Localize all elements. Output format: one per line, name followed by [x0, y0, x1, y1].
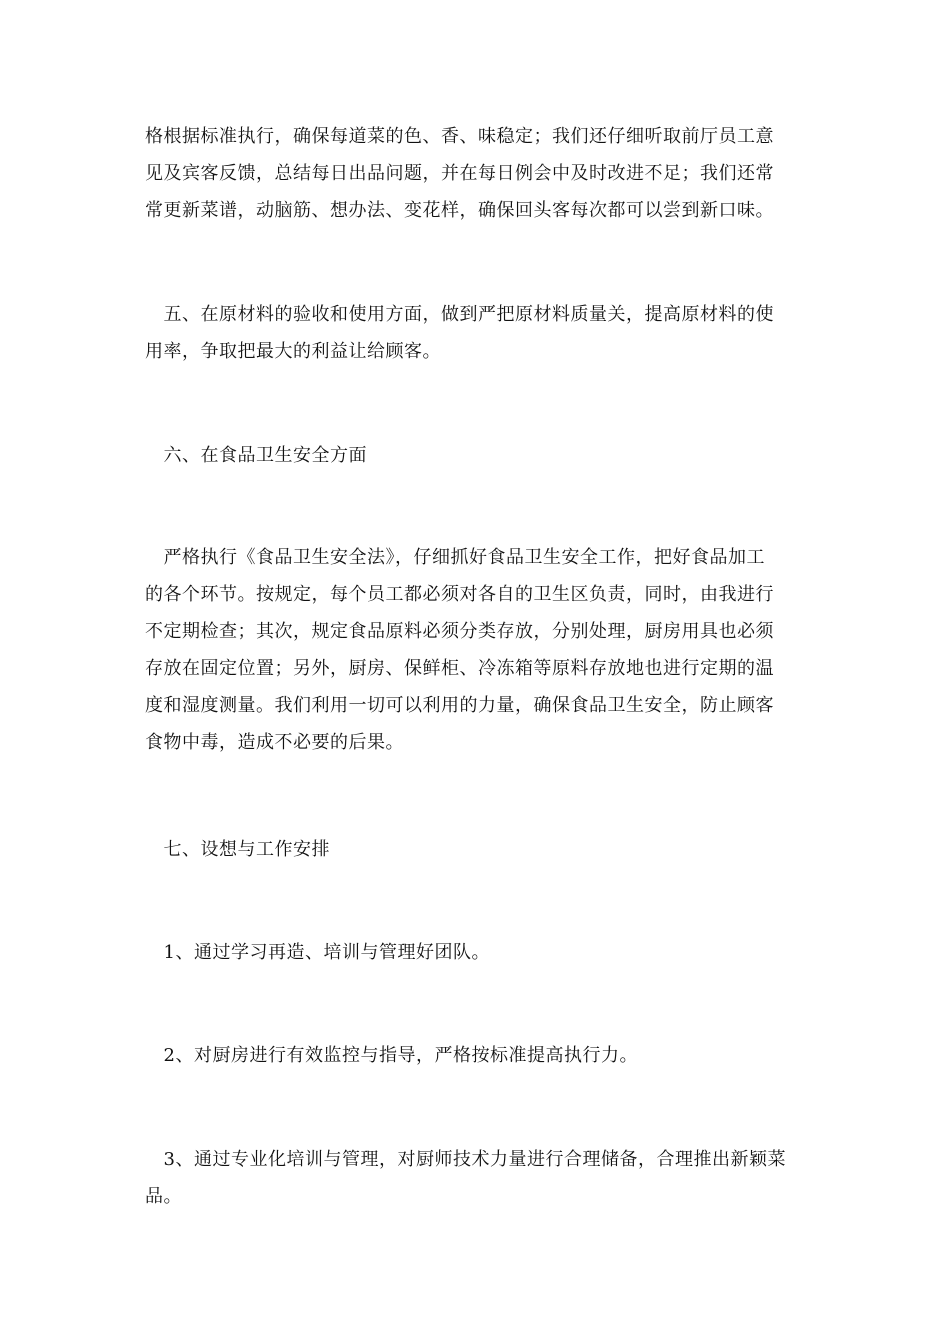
text-line: 六、在食品卫生安全方面 [145, 445, 367, 466]
text-line: 品。 [145, 1186, 182, 1207]
text-line: 严格执行《食品卫生安全法》，仔细抓好食品卫生安全工作，把好食品加工 [145, 547, 765, 568]
text-line: 的各个环节。按规定，每个员工都必须对各自的卫生区负责，同时，由我进行 [145, 584, 774, 605]
text-line: 五、在原材料的验收和使用方面，做到严把原材料质量关，提高原材料的使 [145, 304, 774, 325]
text-line: 2、对厨房进行有效监控与指导，严格按标准提高执行力。 [145, 1045, 638, 1066]
text-line: 七、设想与工作安排 [145, 839, 330, 860]
text-line: 不定期检查；其次，规定食品原料必须分类存放，分别处理，厨房用具也必须 [145, 621, 774, 642]
heading-section-six [145, 437, 805, 474]
list-item-2 [145, 1037, 805, 1074]
paragraph-food-safety [145, 539, 805, 761]
heading-section-seven [145, 831, 805, 868]
text-line: 用率，争取把最大的利益让给顾客。 [145, 341, 441, 362]
text-line: 见及宾客反馈，总结每日出品问题，并在每日例会中及时改进不足；我们还常 [145, 163, 774, 184]
text-line: 3、通过专业化培训与管理，对厨师技术力量进行合理储备，合理推出新颖菜 [145, 1149, 786, 1170]
text-line: 1、通过学习再造、培训与管理好团队。 [145, 942, 490, 963]
text-line: 食物中毒，造成不必要的后果。 [145, 732, 404, 753]
paragraph-section-five [145, 296, 805, 370]
list-item-1 [145, 934, 805, 971]
list-item-3 [145, 1141, 805, 1215]
text-line: 常更新菜谱，动脑筋、想办法、变花样，确保回头客每次都可以尝到新口味。 [145, 200, 774, 221]
paragraph-kitchen-standards [145, 118, 805, 229]
text-line: 度和湿度测量。我们利用一切可以利用的力量，确保食品卫生安全，防止顾客 [145, 695, 774, 716]
text-line: 格根据标准执行，确保每道菜的色、香、味稳定；我们还仔细听取前厅员工意 [145, 126, 774, 147]
text-line: 存放在固定位置；另外，厨房、保鲜柜、冷冻箱等原料存放地也进行定期的温 [145, 658, 774, 679]
